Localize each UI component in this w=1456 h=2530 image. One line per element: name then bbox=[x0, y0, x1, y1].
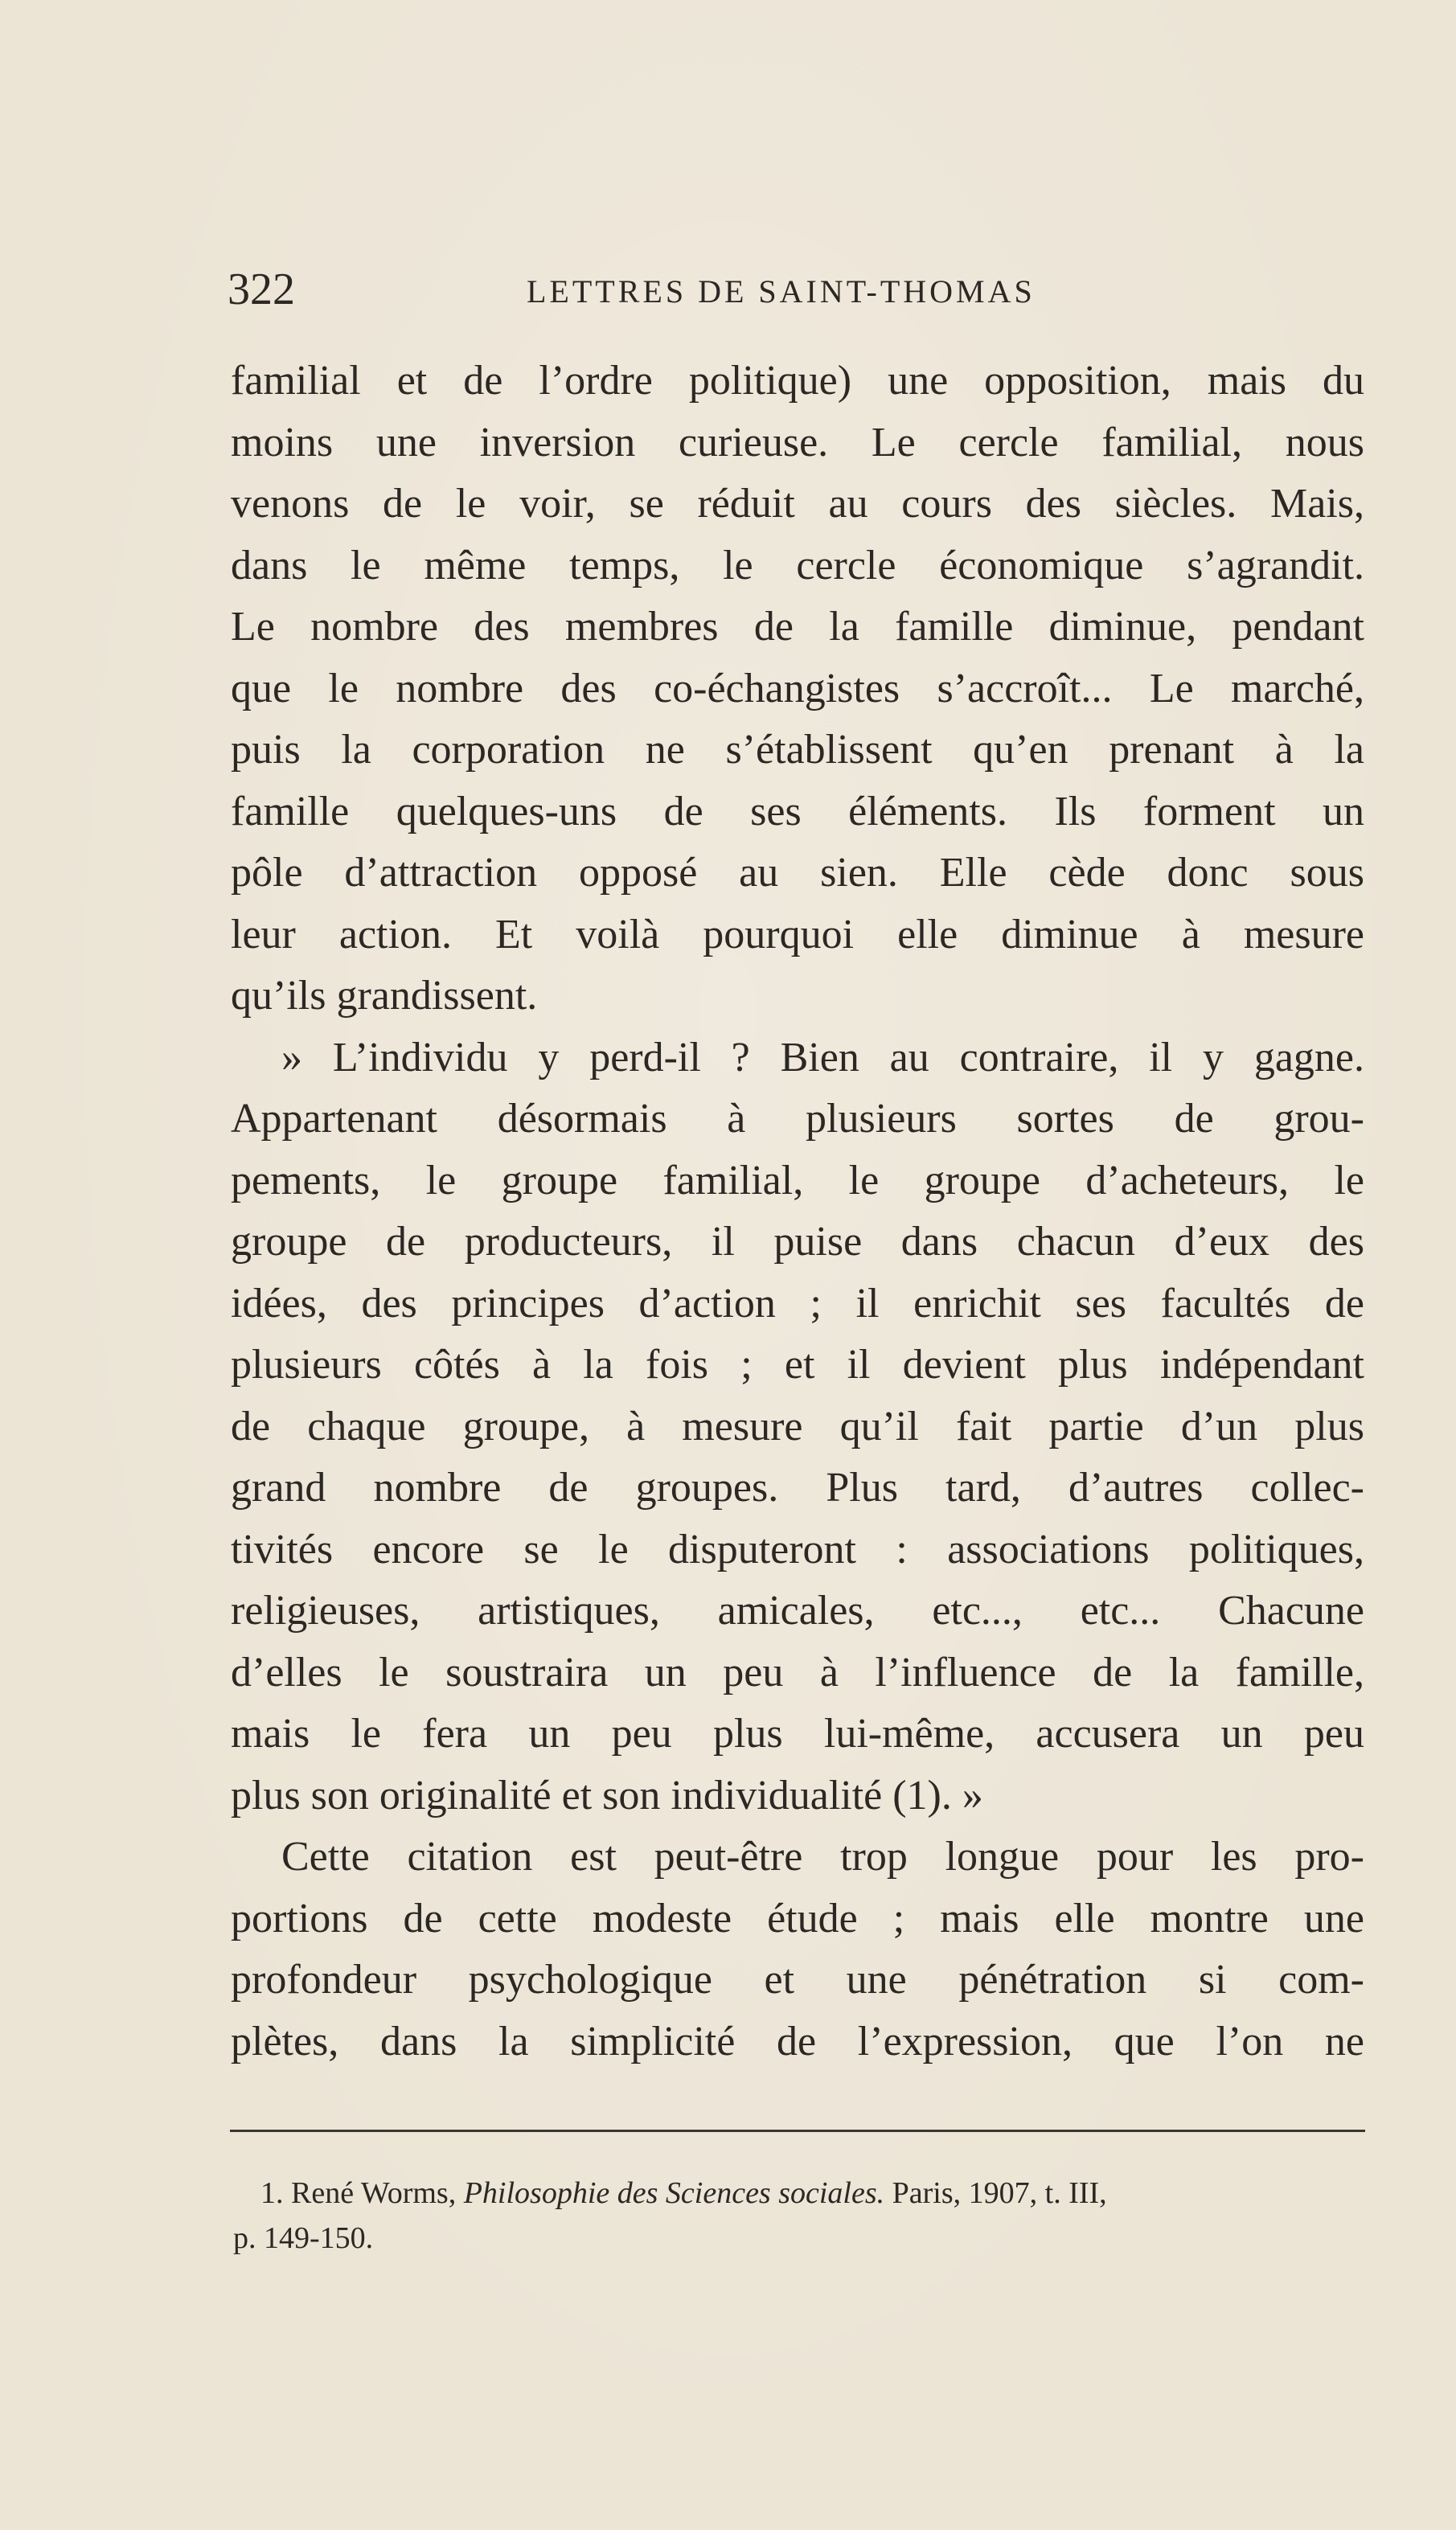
text-line: mais le fera un peu plus lui-même, accusera un peu bbox=[231, 1711, 1364, 1757]
running-head: LETTRES DE SAINT-THOMAS bbox=[527, 273, 1036, 310]
text-line: dans le même temps, le cercle économique s’agrandit. bbox=[231, 542, 1364, 588]
text-line: pements, le groupe familial, le groupe d’acheteurs, le bbox=[231, 1157, 1364, 1203]
footnote-line-1 bbox=[233, 2171, 1367, 2216]
text-line: venons de le voir, se réduit au cours des siècles. Mais, bbox=[231, 481, 1364, 527]
footnote-title: Philosophie des Sciences sociales. bbox=[463, 2176, 885, 2210]
text-line: Le nombre des membres de la famille diminue, pendant bbox=[231, 604, 1364, 650]
text-line: tivités encore se le disputeront : associations politiques, bbox=[231, 1526, 1364, 1573]
text-line: puis la corporation ne s’établissent qu’en prenant à la bbox=[231, 727, 1364, 773]
footnote-line-2: p. 149-150. bbox=[233, 2221, 374, 2255]
text-line: Appartenant désormais à plusieurs sortes de grou- bbox=[231, 1096, 1364, 1142]
text-line: de chaque groupe, à mesure qu’il fait partie d’un plus bbox=[231, 1403, 1364, 1450]
text-line: profondeur psychologique et une pénétration si com- bbox=[231, 1957, 1364, 2003]
body-text bbox=[231, 351, 1364, 2073]
text-line: moins une inversion curieuse. Le cercle familial, nous bbox=[231, 419, 1364, 465]
text-line: familial et de l’ordre politique) une opposition, mais du bbox=[231, 358, 1364, 404]
text-line: pôle d’attraction opposé au sien. Elle cède donc sous bbox=[231, 850, 1364, 896]
footnote-author: René Worms, bbox=[291, 2176, 457, 2210]
text-line: religieuses, artistiques, amicales, etc..., etc... Chacune bbox=[231, 1588, 1364, 1634]
text-line: idées, des principes d’action ; il enrichit ses facultés de bbox=[231, 1280, 1364, 1327]
text-line: d’elles le soustraira un peu à l’influence de la famille, bbox=[231, 1649, 1364, 1696]
footnote bbox=[233, 2171, 1367, 2261]
text-line: plusieurs côtés à la fois ; et il devient plus indépendant bbox=[231, 1342, 1364, 1388]
text-line: grand nombre de groupes. Plus tard, d’autres collec- bbox=[231, 1465, 1364, 1511]
text-line: » L’individu y perd-il ? Bien au contraire, il y gagne. bbox=[281, 1034, 1364, 1080]
text-line: qu’ils grandissent. bbox=[231, 973, 538, 1019]
text-line: groupe de producteurs, il puise dans chacun d’eux des bbox=[231, 1219, 1364, 1265]
page-number: 322 bbox=[228, 264, 295, 314]
text-line: leur action. Et voilà pourquoi elle diminue à mesure bbox=[231, 911, 1364, 957]
text-line: plus son originalité et son individualité (1). » bbox=[231, 1772, 983, 1819]
footnote-marker: 1. bbox=[260, 2176, 284, 2210]
page-header bbox=[228, 257, 1369, 322]
footnote-details: Paris, 1907, t. III, bbox=[892, 2176, 1107, 2210]
footnote-rule bbox=[230, 2130, 1365, 2132]
text-line: famille quelques-uns de ses éléments. Ils forment un bbox=[231, 788, 1364, 834]
text-line: Cette citation est peut-être trop longue pour les pro- bbox=[281, 1834, 1364, 1880]
text-line: plètes, dans la simplicité de l’expression, que l’on ne bbox=[231, 2018, 1364, 2065]
text-line: portions de cette modeste étude ; mais elle montre une bbox=[231, 1895, 1364, 1942]
text-line: que le nombre des co-échangistes s’accroît... Le marché, bbox=[231, 665, 1364, 711]
